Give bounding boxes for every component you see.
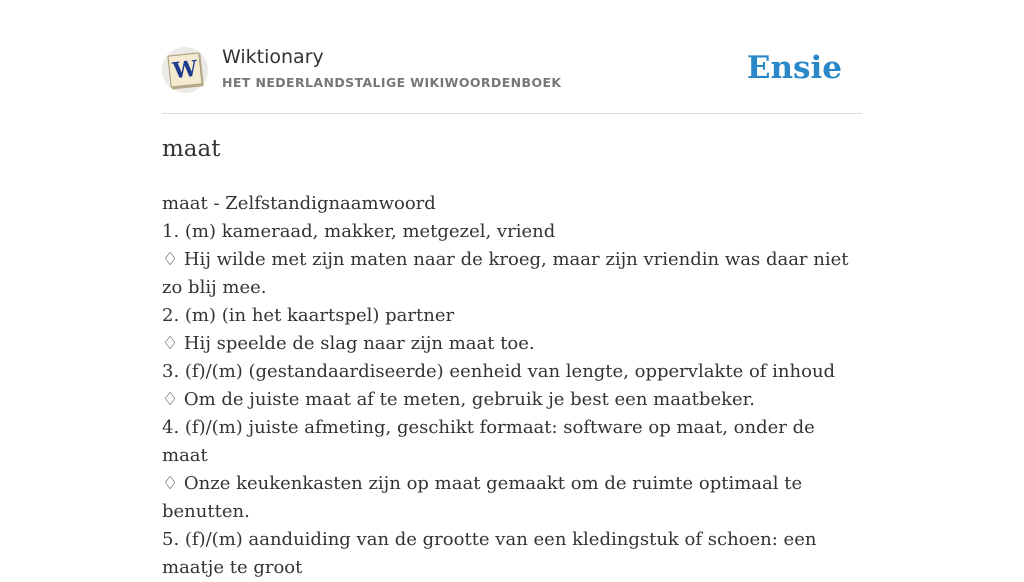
- example-1: ♢ Hij wilde met zijn maten naar de kroeg, maar zijn vriendin was daar niet zo blij mee.: [162, 249, 849, 298]
- word-class-line: maat - Zelfstandignaamwoord: [162, 193, 436, 214]
- example-3: ♢ Om de juiste maat af te meten, gebruik je best een maatbeker.: [162, 389, 755, 410]
- definition-2: 2. (m) (in het kaartspel) partner: [162, 305, 455, 326]
- definition-3: 3. (f)/(m) (gestandaardiseerde) eenheid van lengte, oppervlakte of inhoud: [162, 361, 836, 382]
- example-4: ♢ Onze keukenkasten zijn op maat gemaakt om de ruimte optimaal te benutten.: [162, 473, 803, 522]
- wiktionary-logo-icon: W: [167, 52, 202, 87]
- definition-1: 1. (m) kameraad, makker, metgezel, vriend: [162, 221, 556, 242]
- site-subtitle: HET NEDERLANDSTALIGE WIKIWOORDENBOEK: [222, 75, 562, 90]
- definition-body: [162, 190, 862, 582]
- page-title: maat: [162, 136, 221, 162]
- site-name[interactable]: Wiktionary: [222, 46, 324, 68]
- example-2: ♢ Hij speelde de slag naar zijn maat toe.: [162, 333, 535, 354]
- site-header: [162, 0, 862, 114]
- wiktionary-logo[interactable]: [162, 47, 208, 93]
- definition-4: 4. (f)/(m) juiste afmeting, geschikt formaat: software op maat, onder de maat: [162, 417, 815, 466]
- ensie-logo[interactable]: Ensie: [746, 50, 842, 86]
- page: [162, 0, 862, 578]
- definition-5: 5. (f)/(m) aanduiding van de grootte van een kledingstuk of schoen: een maatje te groot: [162, 529, 817, 578]
